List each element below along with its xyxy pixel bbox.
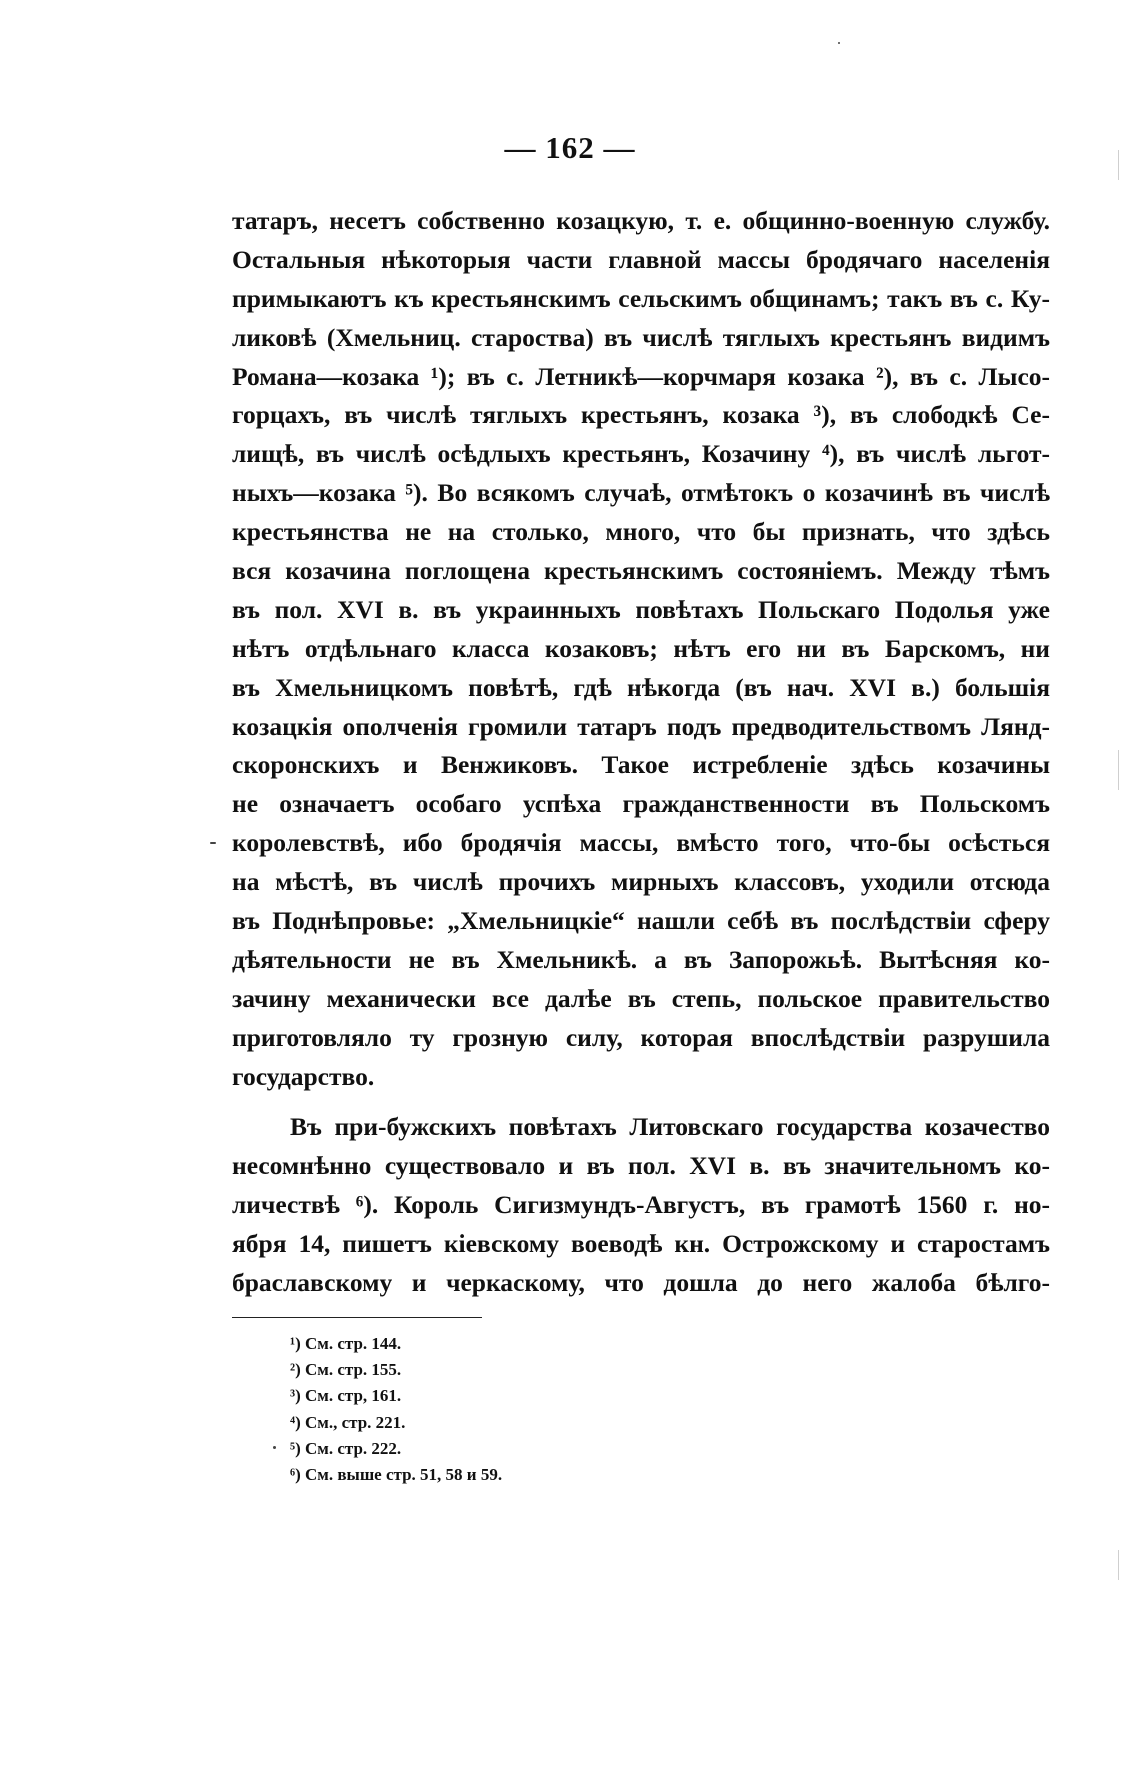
footnote-divider — [232, 1317, 482, 1318]
footnote: ³) См. стр, 161. — [290, 1386, 402, 1406]
text-line: въ Поднѣпровье: „Хмельницкіе“ нашли себѣ въ послѣдствіи сферу — [232, 906, 1050, 936]
text-line: вся козачина поглощена крестьянскимъ состояніемъ. Между тѣмъ — [232, 556, 1050, 586]
scan-speck — [273, 1446, 276, 1449]
text-line: лищѣ, въ числѣ осѣдлыхъ крестьянъ, Козачину ⁴), въ числѣ льгот- — [232, 439, 1050, 469]
text-line: не означаетъ особаго успѣха гражданственности въ Польскомъ — [232, 789, 1050, 819]
paragraph-1 — [232, 202, 1050, 1096]
text-line: татаръ, несетъ собственно козацкую, т. е. общинно-военную службу. — [232, 206, 1050, 235]
text-line: крестьянства не на столько, много, что бы признать, что здѣсь — [232, 517, 1050, 547]
page-number: — 162 — — [504, 130, 636, 165]
footnote: ⁵) См. стр. 222. — [290, 1438, 402, 1458]
footnote: ¹) См. стр. 144. — [290, 1334, 402, 1353]
footnote: ⁴) См., стр. 221. — [290, 1412, 406, 1432]
text-line: ликовѣ (Хмельниц. староства) въ числѣ тяглыхъ крестьянъ видимъ — [232, 322, 1050, 352]
text-line: Въ при-бужскихъ повѣтахъ Литовскаго государства козачество — [290, 1112, 1050, 1142]
text-line: приготовляло ту грозную силу, которая впослѣдствіи разрушила — [232, 1022, 1050, 1052]
text-line: Романа—козака ¹); въ с. Летникѣ—корчмаря козака ²), въ с. Лысо- — [232, 361, 1050, 391]
text-line: королевствѣ, ибо бродячія массы, вмѣсто того, что-бы осѣсться — [232, 828, 1050, 858]
main-text — [232, 202, 1050, 1303]
scan-edge-mark — [1118, 750, 1119, 790]
text-line: зачину механически все далѣе въ степь, польское правительство — [232, 983, 1050, 1013]
text-line: на мѣстѣ, въ числѣ прочихъ мирныхъ классовъ, уходили отсюда — [232, 867, 1050, 897]
scan-speck — [210, 842, 216, 844]
text-line: ября 14, пишетъ кіевскому воеводѣ кн. Острожскому и старостамъ — [232, 1229, 1050, 1259]
footnote: ²) См. стр. 155. — [290, 1360, 402, 1380]
scan-speck — [838, 42, 840, 44]
paragraph-2 — [232, 1108, 1050, 1302]
text-line: горцахъ, въ числѣ тяглыхъ крестьянъ, козака ³), въ слободкѣ Се- — [232, 400, 1050, 430]
text-line: скоронскихъ и Венжиковъ. Такое истребленіе здѣсь козачины — [232, 750, 1050, 780]
text-line: въ Хмельницкомъ повѣтѣ, гдѣ нѣкогда (въ нач. XVI в.) большія — [232, 672, 1050, 702]
text-line: козацкія ополченія громили татаръ подъ предводительствомъ Лянд- — [232, 711, 1050, 741]
text-line: браславскому и черкаскому, что дошла до него жалоба бѣлго- — [232, 1268, 1050, 1298]
text-line: примыкаютъ къ крестьянскимъ сельскимъ общинамъ; такъ въ с. Ку- — [232, 283, 1050, 313]
scan-edge-mark — [1118, 150, 1119, 180]
text-line: личествѣ ⁶). Король Сигизмундъ-Августъ, въ грамотѣ 1560 г. но- — [232, 1190, 1050, 1220]
text-line: ныхъ—козака ⁵). Во всякомъ случаѣ, отмѣтокъ о козачинѣ въ числѣ — [232, 478, 1050, 508]
scan-edge-mark — [1118, 1550, 1119, 1580]
paragraph-gap — [232, 1096, 1050, 1108]
text-line: государство. — [232, 1061, 375, 1091]
footnote: ⁶) См. выше стр. 51, 58 и 59. — [290, 1465, 503, 1485]
text-line: Остальныя нѣкоторыя части главной массы бродячаго населенія — [232, 244, 1050, 274]
text-line: нѣтъ отдѣльнаго класса козаковъ; нѣтъ его ни въ Барскомъ, ни — [232, 633, 1050, 663]
text-line: въ пол. XVI в. въ украинныхъ повѣтахъ Польскаго Подолья уже — [232, 594, 1050, 624]
footnotes — [290, 1331, 502, 1488]
text-line: несомнѣнно существовало и въ пол. XVI в. въ значительномъ ко- — [232, 1151, 1050, 1181]
text-line: дѣятельности не въ Хмельникѣ. а въ Запорожьѣ. Вытѣсняя ко- — [232, 944, 1050, 974]
